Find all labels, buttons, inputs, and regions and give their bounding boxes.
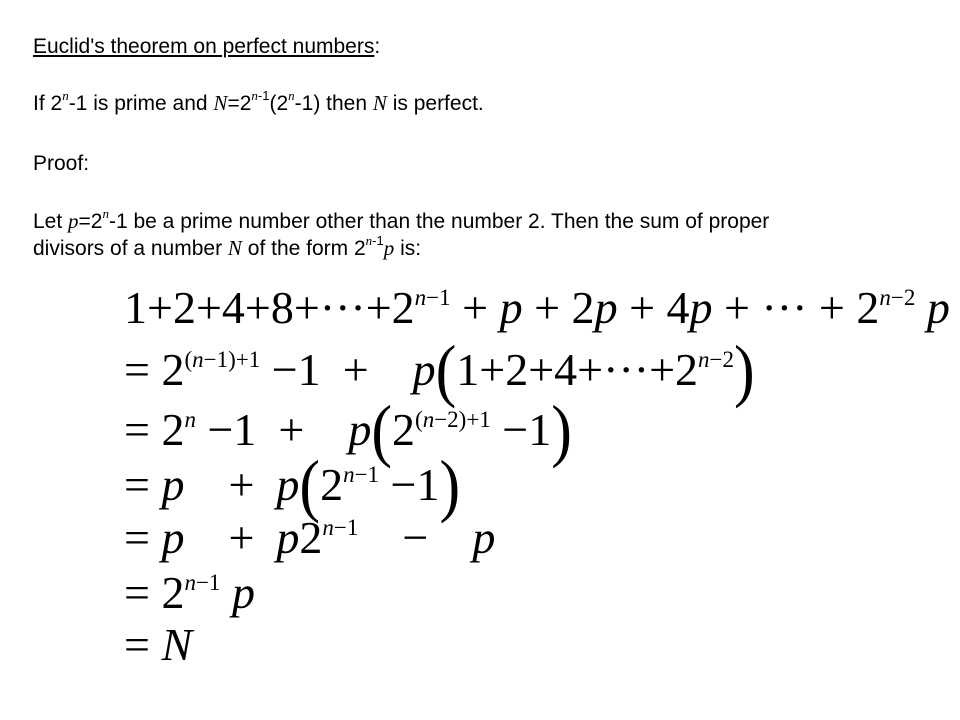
heading bbox=[33, 33, 380, 60]
var-p: p bbox=[68, 209, 79, 233]
var-n: n bbox=[62, 88, 69, 103]
exponent-text: -1 bbox=[372, 233, 384, 248]
body-text: -1 be a prime number other than the number 2. Then the sum of proper bbox=[108, 210, 770, 233]
heading-title: Euclid's theorem on perfect numbers bbox=[33, 35, 375, 58]
equation-line-7: = N bbox=[124, 619, 193, 670]
statement-text: is perfect. bbox=[386, 92, 484, 115]
equation-line-1: $1+2+4+8+\cdot\cdot\cdot+2^{n-1} + p + 2p + 4p$ + ··· + $2^{n-2}$ p bbox=[124, 282, 950, 333]
var-n: n bbox=[102, 206, 109, 221]
proof-line-2 bbox=[33, 235, 421, 262]
equation-line-4: = $p + p(2^{n-1} -1)$ bbox=[124, 447, 461, 525]
var-p: p bbox=[383, 236, 395, 260]
body-text: Let bbox=[33, 210, 69, 233]
var-n: n bbox=[288, 88, 295, 103]
statement-text: -1) then bbox=[294, 92, 373, 115]
theorem-statement bbox=[33, 90, 484, 117]
var-N: N bbox=[372, 91, 387, 115]
body-text: is: bbox=[394, 237, 422, 260]
statement-text: (2 bbox=[269, 92, 289, 115]
body-text: of the form 2 bbox=[241, 237, 366, 260]
equation-line-3: = $2^n -1 + p(2^{(n-2)+1} -1)$ bbox=[124, 392, 572, 470]
proof-label: Proof: bbox=[33, 152, 90, 175]
equation-line-5: = $p + p2^{n-1} - p$ bbox=[124, 512, 496, 563]
var-N: N bbox=[213, 91, 228, 115]
body-text: =2 bbox=[78, 210, 103, 233]
var-n: n bbox=[251, 88, 258, 103]
proof-line-1 bbox=[33, 208, 769, 235]
var-N: N bbox=[227, 236, 242, 260]
statement-text: If 2 bbox=[33, 92, 63, 115]
var-n: n bbox=[365, 233, 373, 248]
equation-line-6: = $2^{n-1}$ p bbox=[124, 567, 255, 618]
exponent-text: -1 bbox=[257, 88, 270, 103]
statement-text: =2 bbox=[227, 92, 252, 115]
heading-colon: : bbox=[374, 35, 381, 58]
equation-line-2: = $2^{(n-1)+1} -1 + p(1+2+4+\cdot\cdot\cdot+2^{n-2})$ bbox=[124, 332, 755, 410]
body-text: divisors of a number bbox=[33, 237, 228, 260]
statement-text: -1 is prime and bbox=[68, 92, 214, 115]
